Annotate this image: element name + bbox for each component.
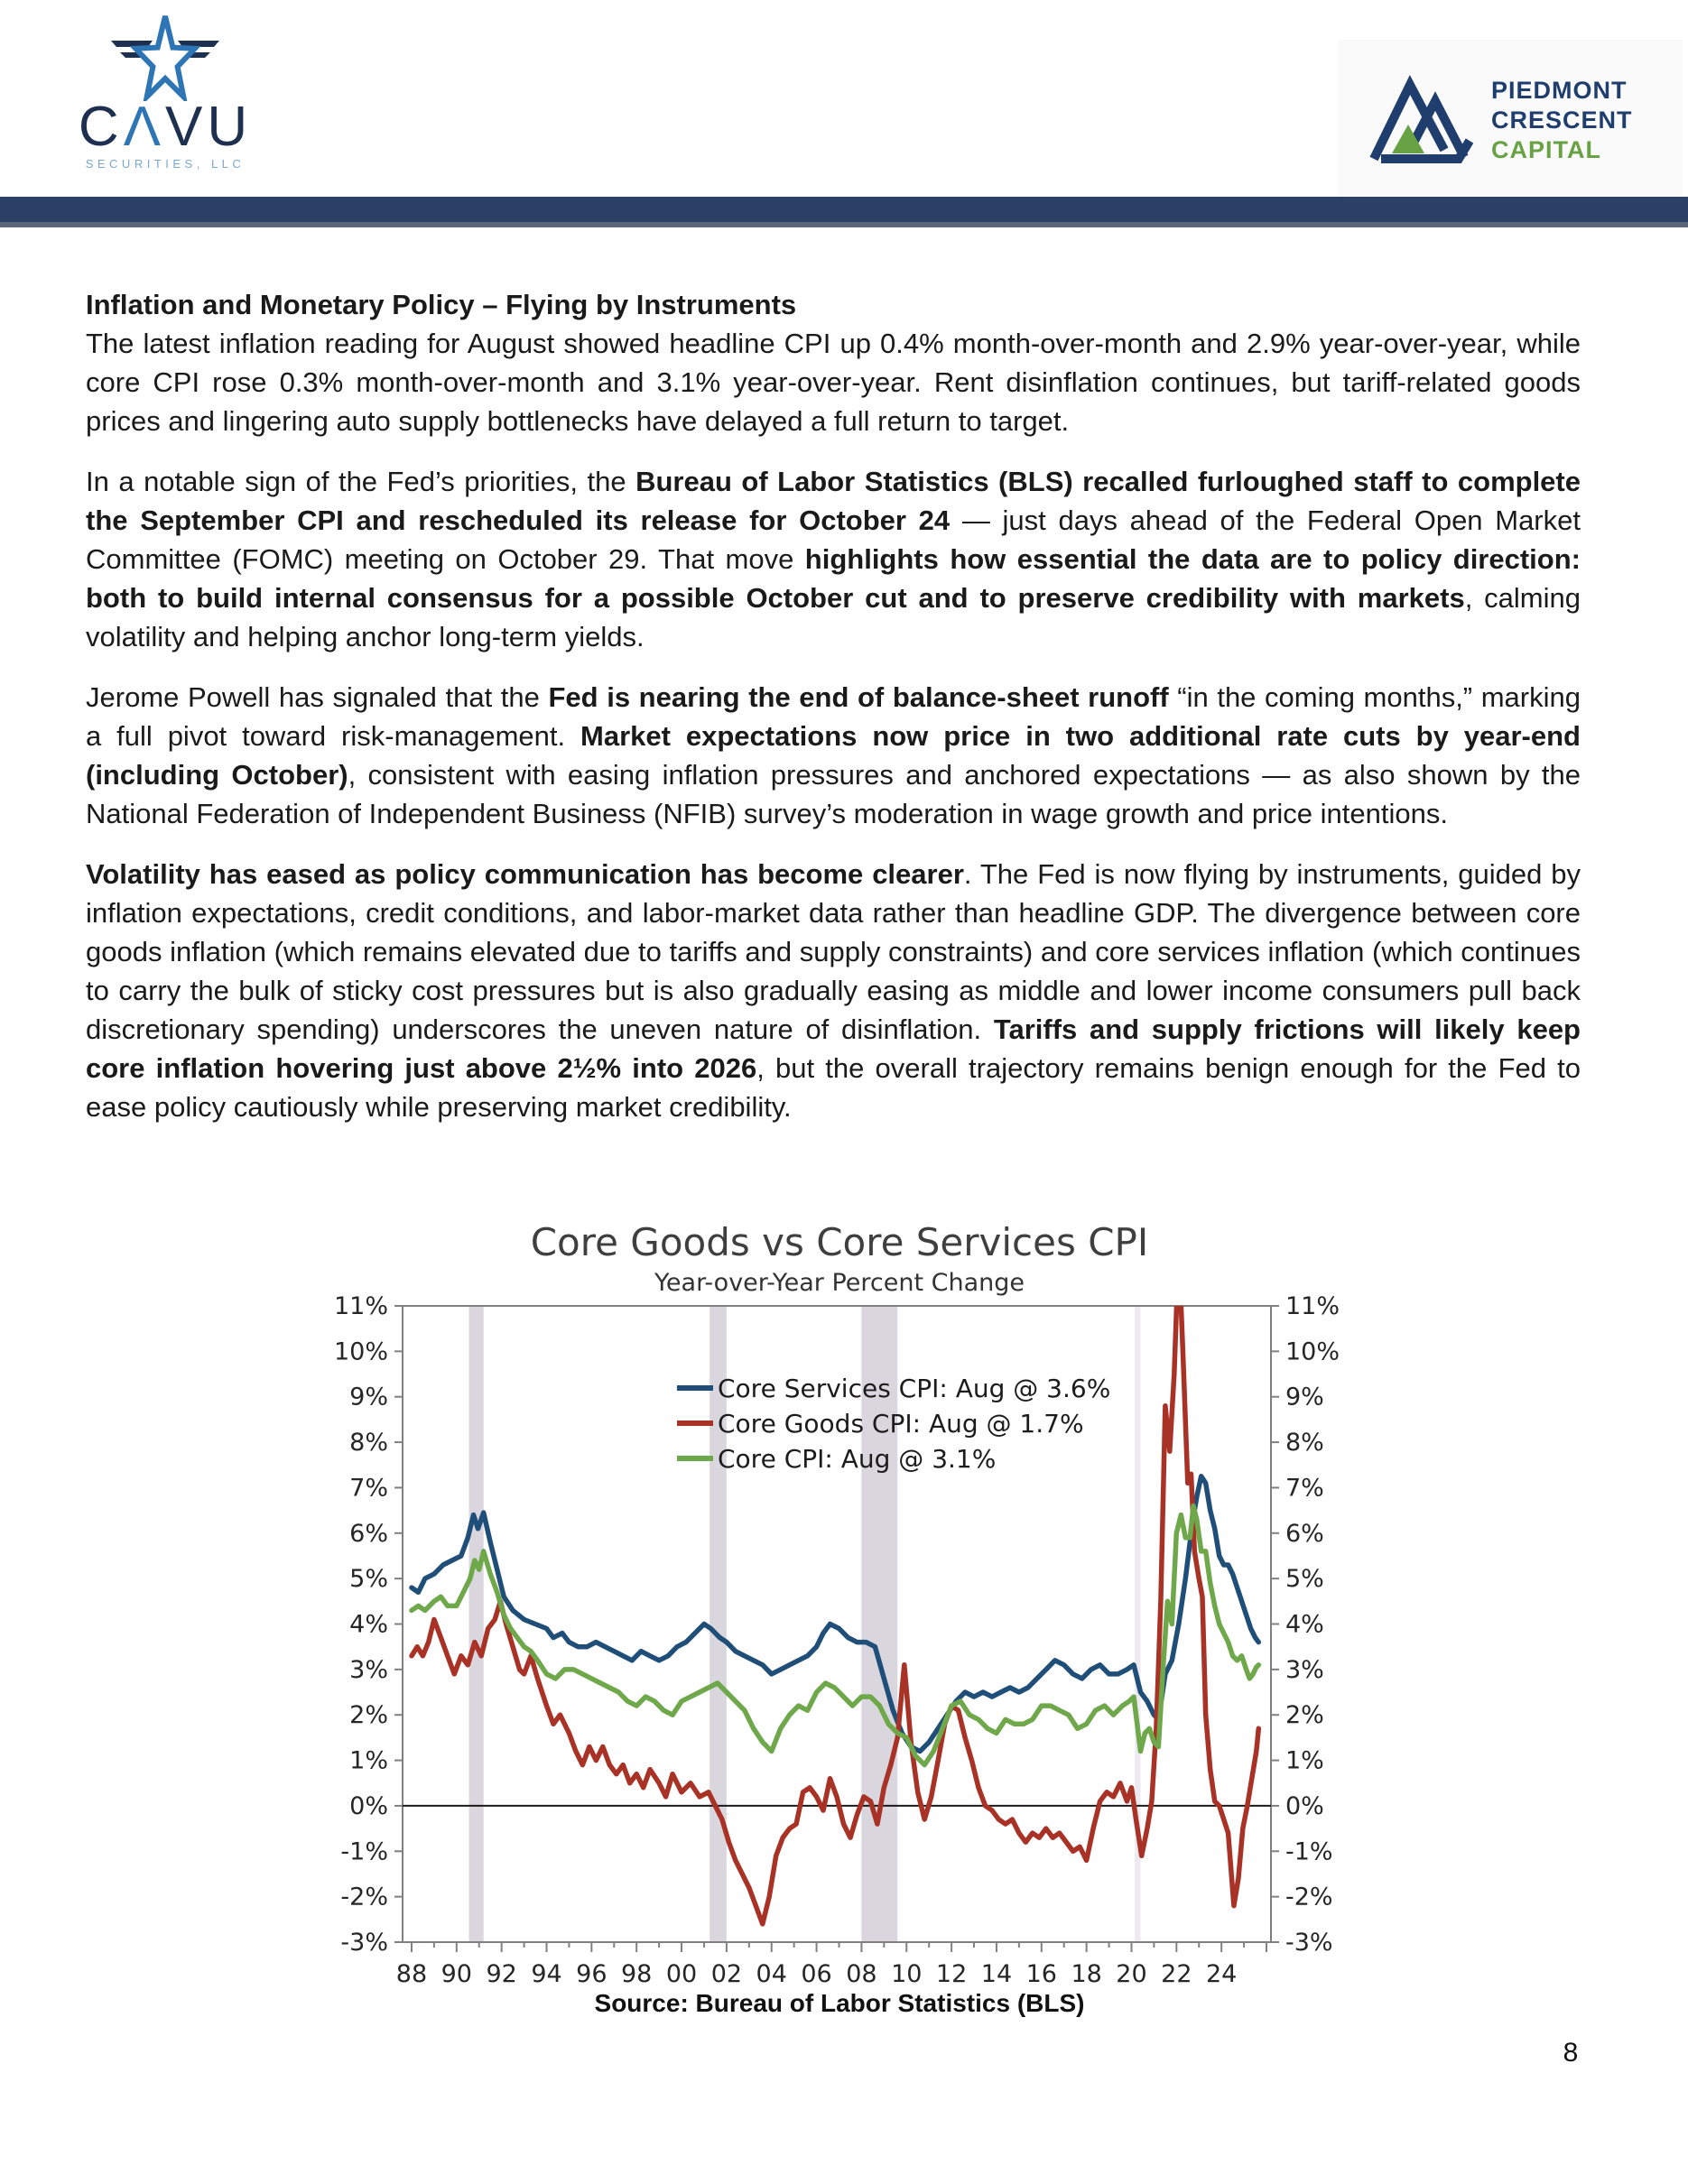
- text-segment: — just days ahead of the Federal Open Market Committee (FOMC) meeting on October 29. That move: [86, 504, 1581, 575]
- x-tick-label: 94: [531, 1960, 562, 1988]
- cavu-star-icon: [102, 11, 228, 101]
- x-tick-label: 20: [1116, 1960, 1147, 1988]
- y-tick-label-left: 6%: [349, 1519, 388, 1548]
- x-tick-label: 88: [395, 1960, 428, 1988]
- text-segment: The latest inflation reading for August showed headline CPI up 0.4% month-over-month and 2.9% year-over-year, while core CPI rose 0.3% month-over-month and 3.1% year-over-year. Rent disinflation continues, but tariff-related goods prices and lingering auto supply bottlenecks have delayed a full return to target.: [86, 328, 1581, 437]
- series-line: [412, 1476, 1258, 1752]
- text-segment: In a notable sign of the Fed’s priorities, the: [86, 466, 636, 497]
- y-tick-label-left: 7%: [349, 1474, 388, 1503]
- y-tick-label-left: 2%: [349, 1701, 388, 1730]
- x-tick-label: 92: [486, 1960, 517, 1988]
- x-tick-label: 90: [441, 1960, 472, 1988]
- x-tick-label: 06: [801, 1960, 832, 1988]
- paragraph: [86, 855, 1581, 1126]
- cavu-subtitle: SECURITIES, LLC: [85, 157, 246, 171]
- y-tick-label-left: -3%: [340, 1929, 388, 1957]
- x-tick-label: 08: [846, 1960, 877, 1988]
- y-tick-label-right: -3%: [1285, 1929, 1333, 1957]
- y-tick-label-left: 0%: [349, 1791, 388, 1820]
- text-segment: “in the coming months,” marking a full pivot toward risk-management.: [86, 681, 1581, 752]
- x-tick-label: 98: [621, 1960, 653, 1988]
- text-segment: Market expectations now price in two additional rate cuts by year-end (including October): [86, 720, 1581, 791]
- legend-label: Core Goods CPI: Aug @ 1.7%: [718, 1409, 1084, 1439]
- x-tick-label: 22: [1161, 1960, 1192, 1988]
- y-tick-label-left: -1%: [340, 1837, 388, 1866]
- x-tick-label: 96: [576, 1960, 607, 1988]
- text-segment: Jerome Powell has signaled that the: [86, 681, 549, 713]
- y-tick-label-right: 9%: [1285, 1383, 1324, 1411]
- y-tick-label-right: 1%: [1285, 1746, 1324, 1775]
- text-segment: Tariffs and supply frictions will likely keep core inflation hovering just above 2½% into 2026: [86, 1013, 1581, 1084]
- x-tick-label: 12: [935, 1960, 968, 1988]
- page-number: 8: [1563, 2038, 1579, 2068]
- cavu-logo: [70, 11, 260, 171]
- text-segment: , but the overall trajectory remains benign enough for the Fed to ease policy cautiously while preserving market credibility.: [86, 1052, 1581, 1123]
- y-tick-label-right: 8%: [1285, 1429, 1324, 1458]
- text-segment: Bureau of Labor Statistics (BLS) recalled furloughed staff to complete the September CPI and rescheduled its release for October 24: [86, 466, 1581, 536]
- text-segment: , calming volatility and helping anchor long-term yields.: [86, 582, 1581, 652]
- paragraph: [86, 324, 1581, 440]
- cpi-line-chart: [325, 1291, 1354, 1994]
- y-tick-label-left: 8%: [349, 1429, 388, 1458]
- piedmont-logo: [1338, 40, 1683, 200]
- x-tick-label: 18: [1071, 1960, 1102, 1988]
- y-tick-label-right: 4%: [1285, 1610, 1324, 1639]
- recession-band: [469, 1306, 484, 1942]
- text-segment: . The Fed is now flying by instruments, guided by inflation expectations, credit conditions, and labor-market data rather than headline GDP. The divergence between core goods inflation (which remains elevated due to tariffs and supply constraints) and core services inflation (which continues to carry the bulk of sticky cost pressures but is also gradually easing as middle and lower income consumers pull back discretionary spending) underscores the uneven nature of disinflation.: [86, 858, 1581, 1045]
- chart-subtitle: Year-over-Year Percent Change: [654, 1269, 1025, 1297]
- x-tick-label: 24: [1205, 1960, 1238, 1988]
- text-segment: Fed is nearing the end of balance-sheet runoff: [548, 681, 1169, 713]
- y-tick-label-left: 1%: [349, 1746, 388, 1775]
- paragraphs-container: [86, 324, 1581, 1126]
- piedmont-wordmark: PIEDMONT CRESCENT CAPITAL: [1491, 76, 1633, 163]
- y-tick-label-right: -2%: [1285, 1883, 1333, 1911]
- text-segment: Volatility has eased as policy communication has become clearer: [86, 858, 964, 890]
- y-tick-label-left: -2%: [340, 1883, 388, 1911]
- y-tick-label-left: 5%: [349, 1565, 388, 1594]
- x-tick-label: 02: [710, 1960, 743, 1988]
- y-tick-label-left: 3%: [349, 1655, 388, 1684]
- x-tick-label: 00: [665, 1960, 698, 1988]
- paragraph: [86, 462, 1581, 656]
- paragraph: [86, 678, 1581, 833]
- header-divider-bar: [0, 197, 1688, 227]
- y-tick-label-right: 6%: [1285, 1519, 1324, 1548]
- x-tick-label: 14: [980, 1960, 1013, 1988]
- cavu-wordmark: CΛVU: [78, 96, 253, 158]
- x-tick-label: 10: [891, 1960, 923, 1988]
- y-tick-label-right: 10%: [1285, 1337, 1340, 1366]
- text-segment: , consistent with easing inflation pressures and anchored expectations — as also shown by the National Federation of Independent Business (NFIB) survey’s moderation in wage growth and price intentions.: [86, 759, 1581, 829]
- x-tick-label: 16: [1025, 1960, 1057, 1988]
- y-tick-label-right: 2%: [1285, 1701, 1324, 1730]
- y-tick-label-right: 11%: [1285, 1292, 1340, 1320]
- y-tick-label-left: 10%: [333, 1337, 388, 1366]
- x-tick-label: 04: [756, 1960, 787, 1988]
- y-tick-label-right: 7%: [1285, 1474, 1324, 1503]
- series-line: [412, 1506, 1258, 1765]
- y-tick-label-left: 9%: [349, 1383, 388, 1411]
- y-tick-label-left: 4%: [349, 1610, 388, 1639]
- section-heading: Inflation and Monetary Policy – Flying by Instruments: [86, 289, 797, 320]
- y-tick-label-right: -1%: [1285, 1837, 1333, 1866]
- chart-title: Core Goods vs Core Services CPI: [530, 1220, 1149, 1264]
- article-body: [86, 285, 1581, 1148]
- y-tick-label-left: 11%: [333, 1292, 388, 1320]
- legend-label: Core CPI: Aug @ 3.1%: [718, 1444, 997, 1474]
- y-tick-label-right: 3%: [1285, 1655, 1324, 1684]
- chart-source: Source: Bureau of Labor Statistics (BLS): [594, 1989, 1085, 2017]
- legend-label: Core Services CPI: Aug @ 3.6%: [718, 1374, 1111, 1403]
- y-tick-label-right: 0%: [1285, 1791, 1324, 1820]
- piedmont-mountain-icon: [1368, 70, 1477, 170]
- text-segment: highlights how essential the data are to policy direction: both to build internal consensus for a possible October cut and to preserve credibility with markets: [86, 543, 1581, 614]
- y-tick-label-right: 5%: [1285, 1565, 1324, 1594]
